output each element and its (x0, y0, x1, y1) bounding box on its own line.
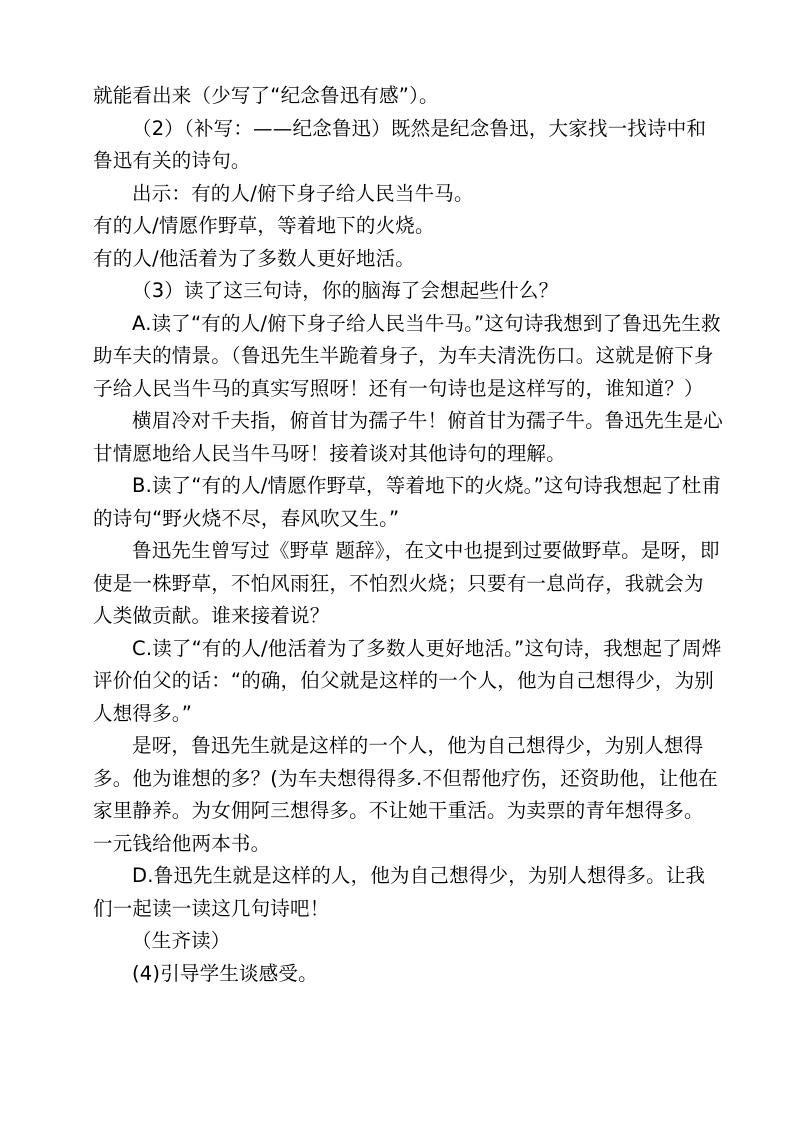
paragraph-answer-d: D.鲁迅先生就是这样的人，他为自己想得少，为别人想得多。让我们一起读一读这几句诗吧！ (93, 864, 706, 920)
paragraph-item-2: （2）（补写：——纪念鲁迅）既然是纪念鲁迅，大家找一找诗中和鲁迅有关的诗句。 (93, 116, 707, 172)
paragraph-answer-a-followup: 横眉冷对千夫指，俯首甘为孺子牛！俯首甘为孺子牛。鲁迅先生是心甘情愿地给人民当牛马呀！接着谈对其他诗句的理解。 (93, 409, 724, 465)
paragraph-continuation: 就能看出来（少写了“纪念鲁迅有感”）。 (93, 84, 439, 107)
paragraph-item-4: (4)引导学生谈感受。 (132, 961, 318, 985)
paragraph-show-poem-line-1: 出示：有的人/俯下身子给人民当牛马。 (132, 181, 474, 205)
paragraph-answer-b: B.读了“有的人/情愿作野草，等着地下的火烧。”这句诗我想起了杜甫的诗句“野火烧不尽，春风吹又生。” (93, 474, 722, 530)
paragraph-answer-c: C.读了“有的人/他活着为了多数人更好地活。”这句诗，我想起了周烨评价伯父的话：“的确，伯父就是这样的一个人，他为自己想得少，为别人想得多。” (93, 636, 722, 725)
document-body (93, 80, 723, 990)
paragraph-group-reading: （生齐读） (132, 929, 231, 952)
paragraph-answer-b-followup: 鲁迅先生曾写过《野草 题辞》，在文中也提到过要做野草。是呀，即使是一株野草，不怕风雨狂，不怕烈火烧；只要有一息尚存，我就会为人类做贡献。谁来接着说？ (93, 539, 720, 627)
paragraph-answer-c-followup: 是呀，鲁迅先生就是这样的一个人，他为自己想得少，为别人想得多。他为谁想的多？(为车夫想得得多.不但帮他疗伤，还资助他，让他在家里静养。为女佣阿三想得多。不让她干重活。为卖票的青年想得多。一元钱给他两本书。 (93, 734, 718, 855)
paragraph-poem-line-3: 有的人/他活着为了多数人更好地活。 (93, 246, 415, 270)
paragraph-item-3: （3）读了这三句诗，你的脑海了会想起些什么？ (132, 279, 559, 302)
paragraph-answer-a: A.读了“有的人/俯下身子给人民当牛马。”这句诗我想到了鲁迅先生救助车夫的情景。（鲁迅先生半跪着身子，为车夫清洗伤口。这就是俯下身子给人民当牛马的真实写照呀！还有一句诗也是这样写的，谁知道？） (93, 311, 721, 400)
paragraph-poem-line-2: 有的人/情愿作野草，等着地下的火烧。 (93, 214, 435, 237)
